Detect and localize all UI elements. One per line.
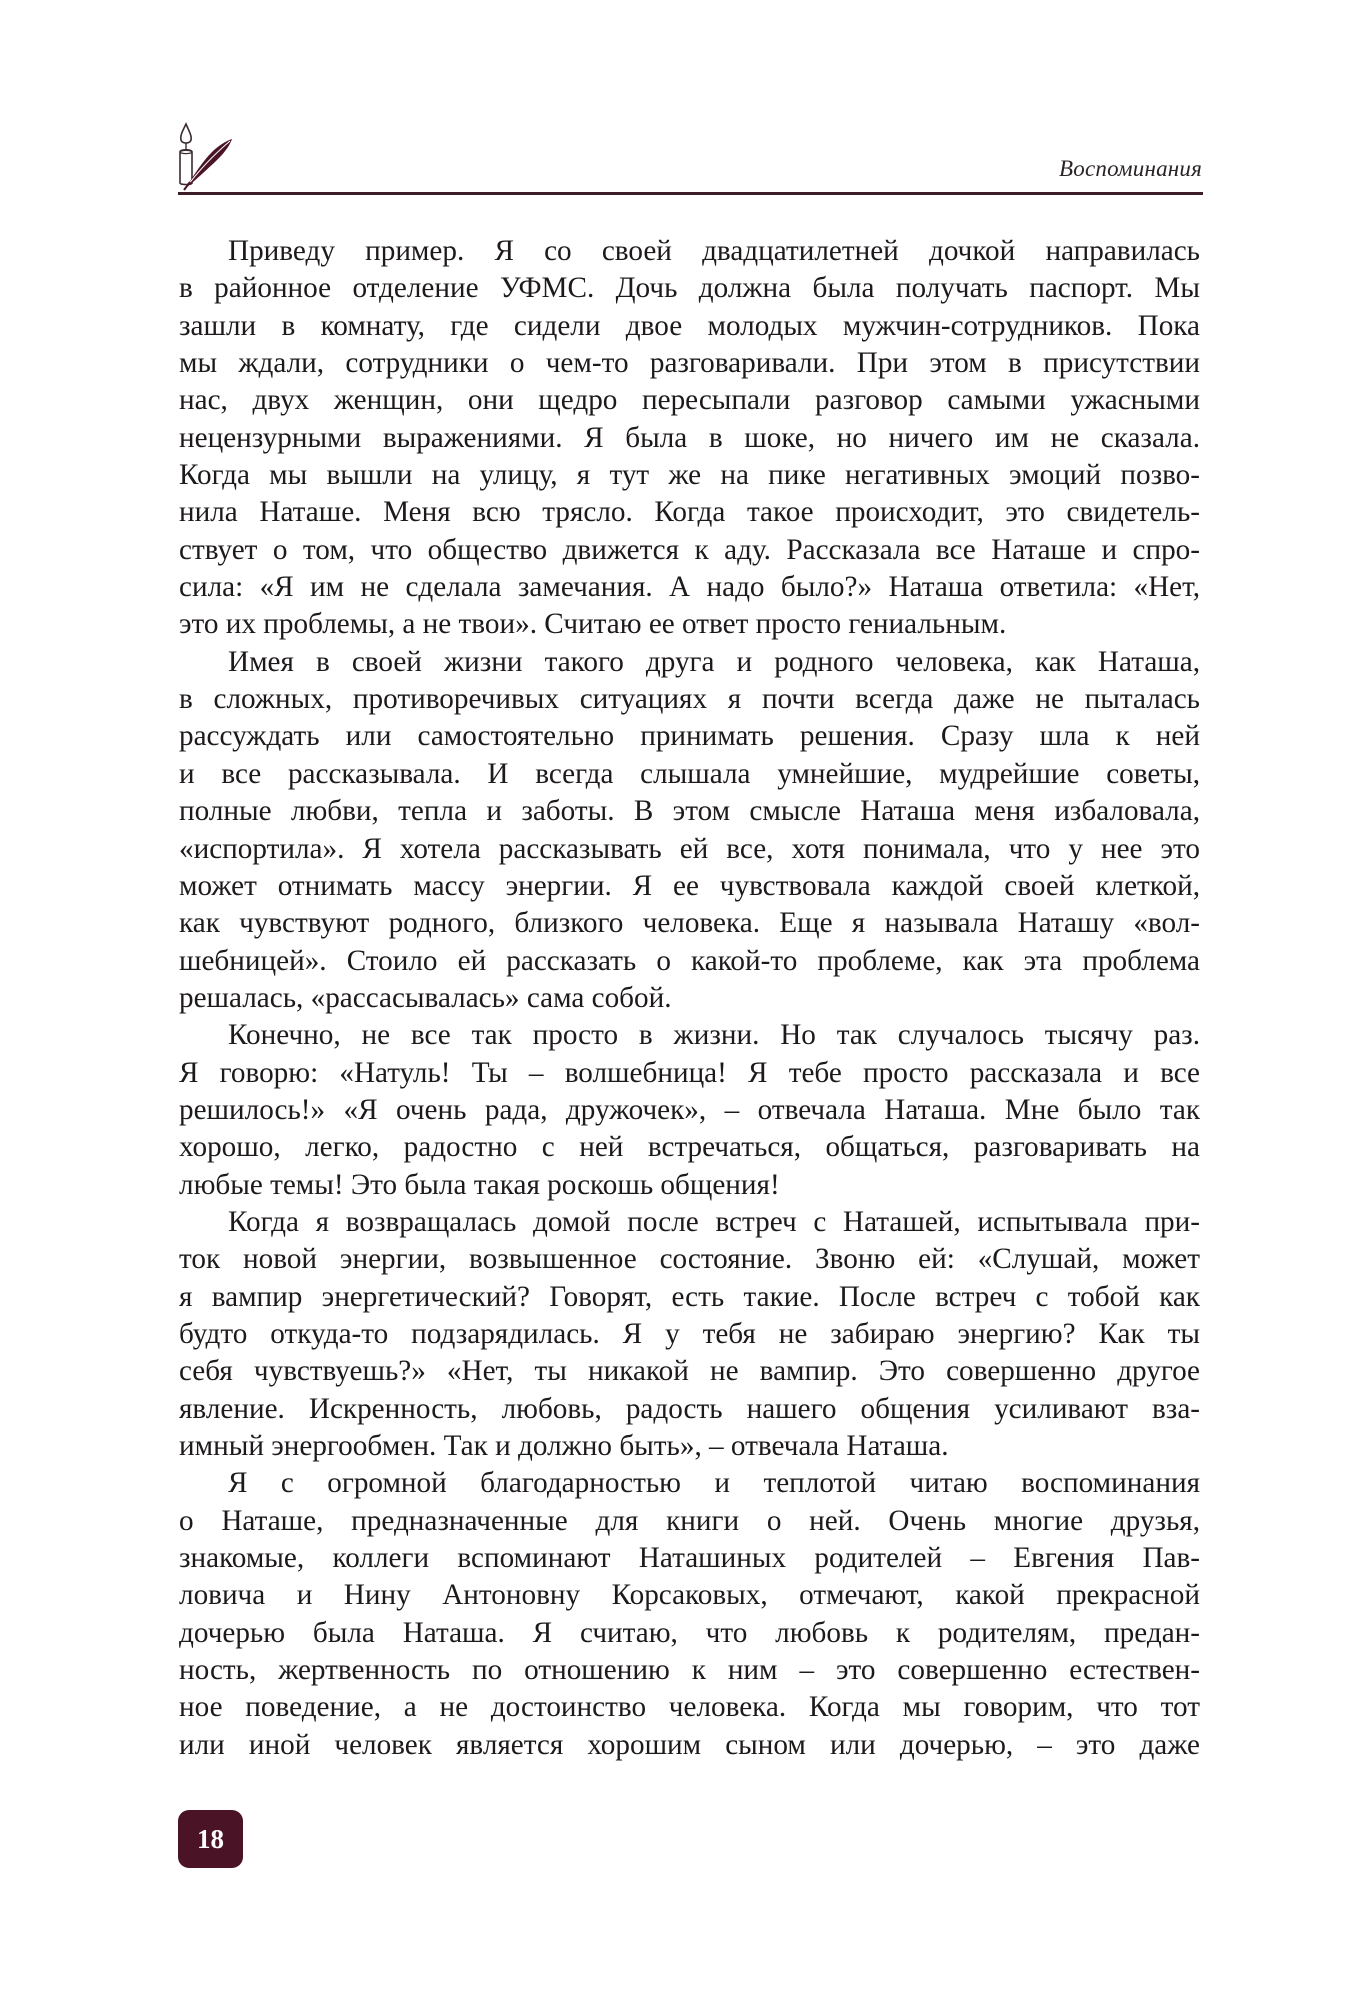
text-line: ность, жертвенность по отношению к ним – это совершенно естествен-: [179, 1654, 1200, 1687]
text-line: шебницей». Стоило ей рассказать о какой-то проблеме, как эта проблема: [179, 944, 1200, 977]
page-number: 18: [178, 1810, 243, 1868]
text-line: дочерью была Наташа. Я считаю, что любовь к родителям, предан-: [179, 1616, 1200, 1649]
text-line: полные любви, тепла и заботы. В этом смысле Наташа меня избаловала,: [179, 795, 1200, 828]
text-line: ток новой энергии, возвышенное состояние. Звоню ей: «Слушай, может: [179, 1243, 1200, 1276]
text-line: мы ждали, сотрудники о чем-то разговаривали. При этом в присутствии: [179, 347, 1200, 380]
text-line: ствует о том, что общество движется к аду. Рассказала все Наташе и спро-: [179, 533, 1200, 566]
running-head: Воспоминания: [1059, 156, 1202, 181]
text-line: или иной человек является хорошим сыном или дочерью, – это даже: [179, 1728, 1200, 1761]
body-text: [179, 233, 1200, 1764]
paragraph: [179, 1204, 1200, 1465]
text-line: я вампир энергетический? Говорят, есть такие. После встреч с тобой как: [179, 1280, 1200, 1313]
text-line: нила Наташе. Меня всю трясло. Когда такое происходит, это свидетель-: [179, 496, 1200, 529]
text-line: себя чувствуешь?» «Нет, ты никакой не вампир. Это совершенно другое: [179, 1355, 1200, 1388]
text-line: Я с огромной благодарностью и теплотой читаю воспоминания: [228, 1467, 1200, 1500]
text-line: любые темы! Это была такая роскошь общения!: [179, 1168, 780, 1201]
text-line: Я говорю: «Натуль! Ты – волшебница! Я тебе просто рассказала и все: [179, 1056, 1200, 1089]
text-line: сила: «Я им не сделала замечания. А надо было?» Наташа ответила: «Нет,: [179, 571, 1200, 604]
text-line: будто откуда-то подзарядилась. Я у тебя не забираю энергию? Как ты: [179, 1317, 1200, 1350]
text-line: о Наташе, предназначенные для книги о ней. Очень многие друзья,: [179, 1504, 1200, 1537]
text-line: решилось!» «Я очень рада, дружочек», – отвечала Наташа. Мне было так: [179, 1093, 1200, 1126]
text-line: Конечно, не все так просто в жизни. Но так случалось тысячу раз.: [228, 1019, 1200, 1052]
text-line: в сложных, противоречивых ситуациях я почти всегда даже не пыталась: [179, 683, 1200, 716]
text-line: в районное отделение УФМС. Дочь должна была получать паспорт. Мы: [179, 272, 1200, 305]
text-line: как чувствуют родного, близкого человека. Еще я называла Наташу «вол-: [179, 907, 1200, 940]
text-line: зашли в комнату, где сидели двое молодых мужчин-сотрудников. Пока: [179, 309, 1200, 342]
text-line: это их проблемы, а не твои». Считаю ее ответ просто гениальным.: [179, 608, 1007, 641]
text-line: и все рассказывала. И всегда слышала умнейшие, мудрейшие советы,: [179, 757, 1200, 790]
paragraph: [179, 233, 1200, 644]
text-line: Когда мы вышли на улицу, я тут же на пике негативных эмоций позво-: [179, 459, 1200, 492]
text-line: Приведу пример. Я со своей двадцатилетней дочкой направилась: [228, 235, 1200, 267]
text-line: хорошо, легко, радостно с ней встречаться, общаться, разговаривать на: [179, 1131, 1200, 1164]
text-line: может отнимать массу энергии. Я ее чувствовала каждой своей клеткой,: [179, 869, 1200, 902]
text-line: «испортила». Я хотела рассказывать ей все, хотя понимала, что у нее это: [179, 832, 1200, 865]
paragraph: [179, 644, 1200, 1017]
text-line: знакомые, коллеги вспоминают Наташиных родителей – Евгения Пав-: [179, 1542, 1200, 1575]
text-line: решалась, «рассасывалась» сама собой.: [179, 981, 672, 1014]
text-line: нецензурными выражениями. Я была в шоке, но ничего им не сказала.: [179, 421, 1200, 454]
paragraph: [179, 1017, 1200, 1204]
text-line: рассуждать или самостоятельно принимать решения. Сразу шла к ней: [179, 720, 1200, 753]
header-rule: [178, 192, 1203, 195]
candle-and-quill-icon: [176, 122, 236, 192]
text-line: явление. Искренность, любовь, радость нашего общения усиливают вза-: [179, 1392, 1200, 1425]
text-line: ное поведение, а не достоинство человека. Когда мы говорим, что тот: [179, 1691, 1200, 1724]
text-line: нас, двух женщин, они щедро пересыпали разговор самыми ужасными: [179, 384, 1200, 417]
text-line: ловича и Нину Антоновну Корсаковых, отмечают, какой прекрасной: [179, 1579, 1200, 1612]
text-line: Когда я возвращалась домой после встреч с Наташей, испытывала при-: [228, 1205, 1200, 1238]
text-line: имный энергообмен. Так и должно быть», – отвечала Наташа.: [179, 1430, 949, 1462]
paragraph: [179, 1465, 1200, 1764]
text-line: Имея в своей жизни такого друга и родного человека, как Наташа,: [228, 645, 1200, 678]
